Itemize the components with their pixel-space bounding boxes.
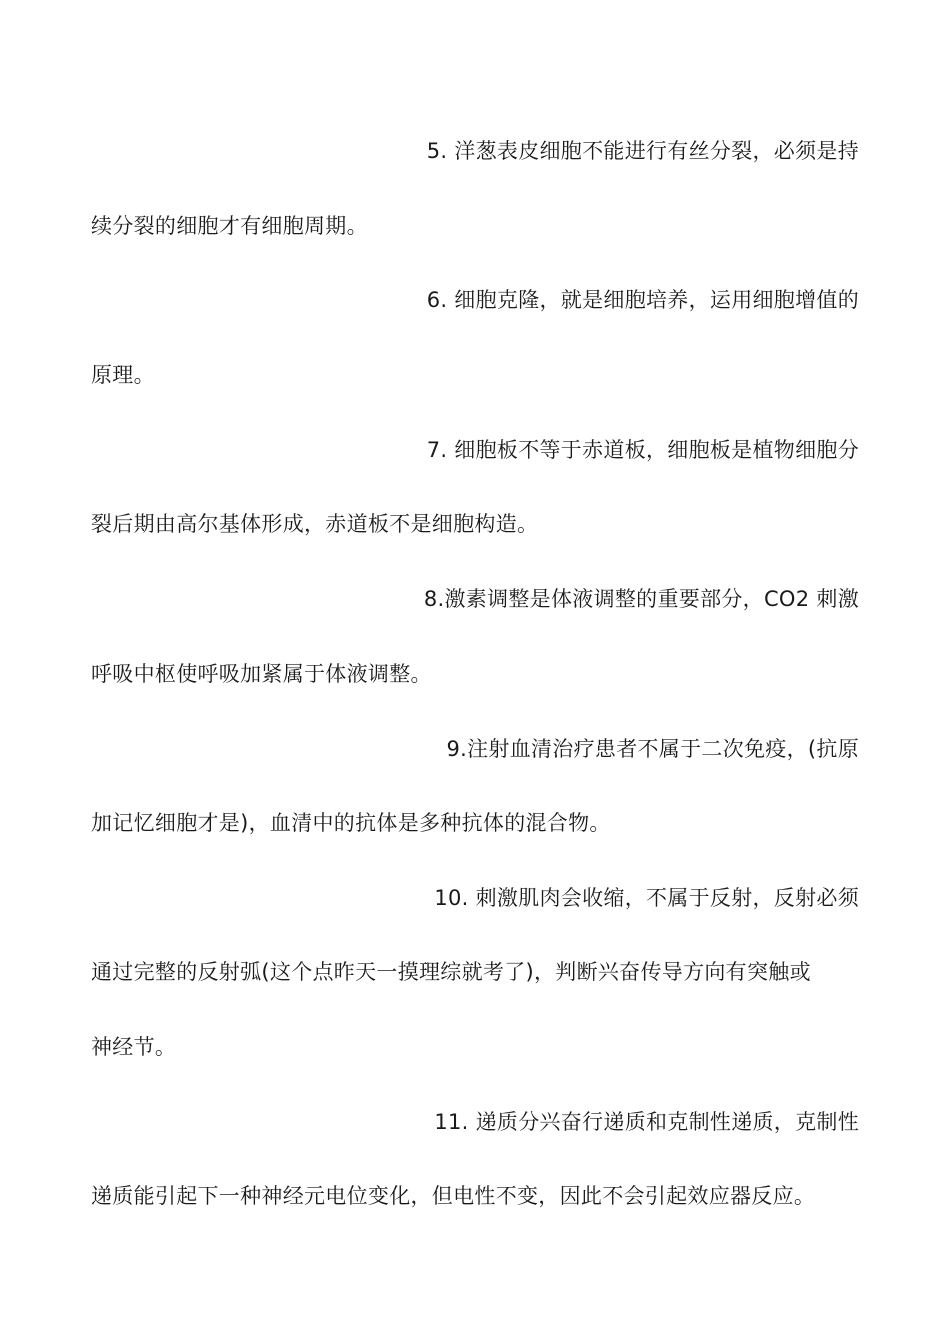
paragraph-7-line-1: 7. 细胞板不等于赤道板，细胞板是植物细胞分 [426, 438, 859, 462]
paragraph-8-line-1: 8.激素调整是体液调整的重要部分，CO2 刺激 [423, 587, 859, 611]
paragraph-9-line-1: 9.注射血清治疗患者不属于二次免疫，(抗原 [446, 737, 859, 761]
paragraph-7-line-2: 裂后期由高尔基体形成，赤道板不是细胞构造。 [91, 512, 539, 536]
paragraph-5-line-2: 续分裂的细胞才有细胞周期。 [91, 214, 368, 238]
paragraph-10-line-2: 通过完整的反射弧(这个点昨天一摸理综就考了)，判断兴奋传导方向有突触或 [91, 960, 811, 984]
paragraph-6-line-1: 6. 细胞克隆，就是细胞培养，运用细胞增值的 [426, 288, 859, 312]
paragraph-11-line-2: 递质能引起下一种神经元电位变化，但电性不变，因此不会引起效应器反应。 [91, 1184, 816, 1208]
paragraph-10-line-3: 神经节。 [91, 1035, 177, 1059]
paragraph-11-line-1: 11. 递质分兴奋行递质和克制性递质，克制性 [434, 1110, 859, 1134]
paragraph-8-line-2: 呼吸中枢使呼吸加紧属于体液调整。 [91, 662, 432, 686]
paragraph-10-line-1: 10. 刺激肌肉会收缩，不属于反射，反射必须 [434, 886, 859, 910]
paragraph-5-line-1: 5. 洋葱表皮细胞不能进行有丝分裂，必须是持 [426, 139, 859, 163]
paragraph-9-line-2: 加记忆细胞才是)，血清中的抗体是多种抗体的混合物。 [91, 811, 611, 835]
paragraph-6-line-2: 原理。 [91, 363, 155, 387]
